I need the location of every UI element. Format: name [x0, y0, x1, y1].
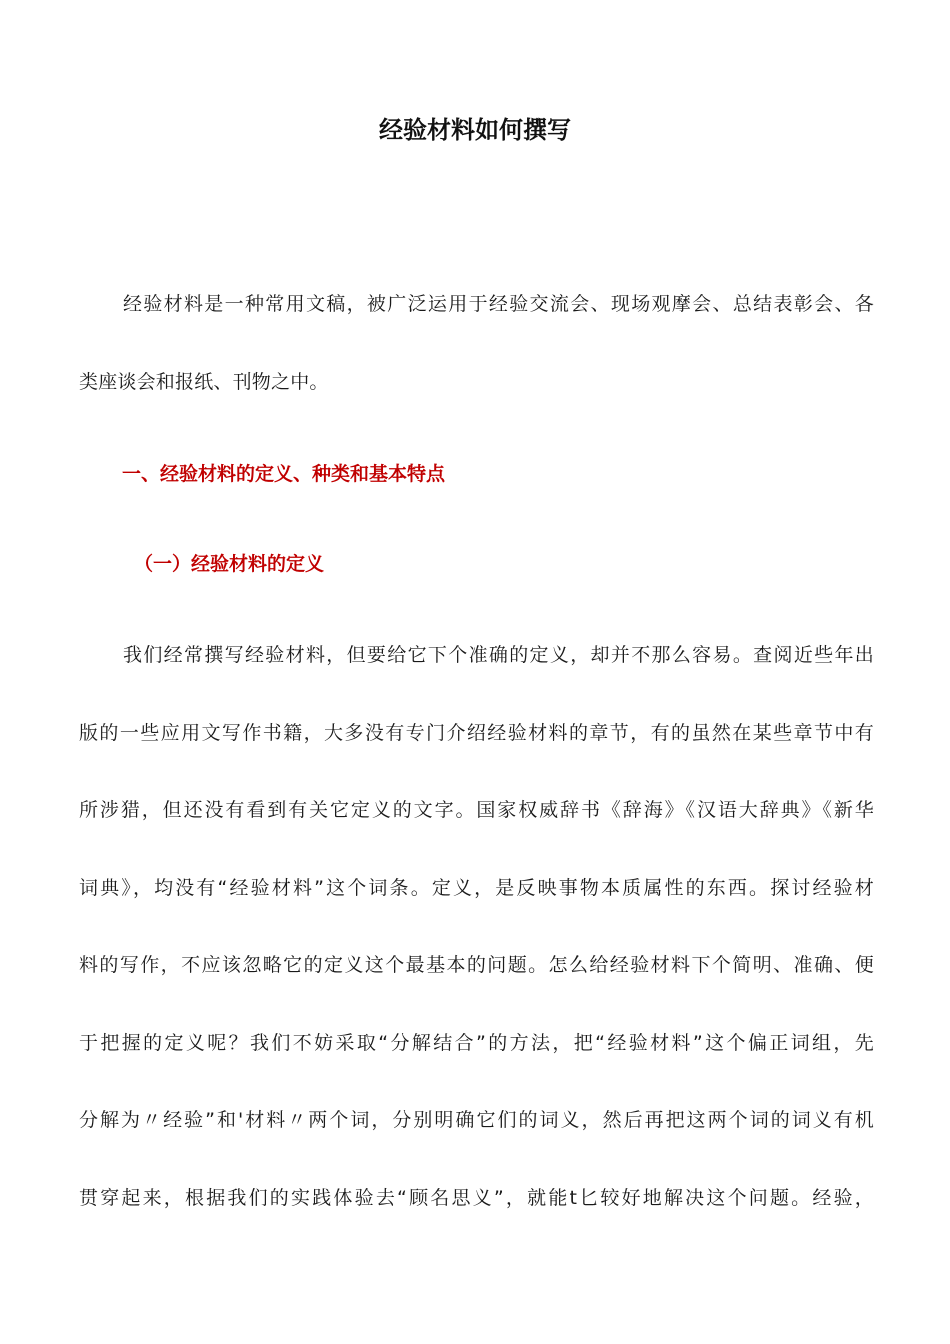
definition-paragraph	[79, 617, 874, 1237]
section-heading: 一、经验材料的定义、种类和基本特点	[122, 463, 446, 485]
definition-line-6: 于把握的定义呢？我们不妨采取“分解结合”的方法，把“经验材料”这个偏正词组，先	[79, 1031, 874, 1054]
definition-line-5: 料的写作，不应该忽略它的定义这个最基本的问题。怎么给经验材料下个简明、准确、便	[79, 954, 874, 976]
intro-line-2: 类座谈会和报纸、刊物之中。	[79, 370, 329, 393]
intro-line-1: 经验材料是一种常用文稿，被广泛运用于经验交流会、现场观摩会、总结表彰会、各	[123, 293, 874, 315]
definition-line-8: 贯穿起来，根据我们的实践体验去“顾名思义”，就能t匕较好地解决这个问题。经验，	[79, 1186, 874, 1209]
definition-line-4: 词典》，均没有“经验材料”这个词条。定义，是反映事物本质属性的东西。探讨经验材	[79, 876, 874, 899]
document-title: 经验材料如何撰写	[379, 116, 571, 144]
definition-line-2: 版的一些应用文写作书籍，大多没有专门介绍经验材料的章节，有的虽然在某些章节中有	[79, 721, 874, 744]
subsection-heading: （一）经验材料的定义	[134, 553, 325, 575]
definition-line-7: 分解为〃经验”和'材料〃两个词，分别明确它们的词义，然后再把这两个词的词义有机	[79, 1109, 874, 1131]
definition-line-1: 我们经常撰写经验材料，但要给它下个准确的定义，却并不那么容易。查阅近些年出	[123, 644, 874, 666]
intro-paragraph	[79, 266, 874, 421]
definition-line-3: 所涉猎，但还没有看到有关它定义的文字。国家权威辞书《辞海》《汉语大辞典》《新华	[79, 799, 874, 821]
